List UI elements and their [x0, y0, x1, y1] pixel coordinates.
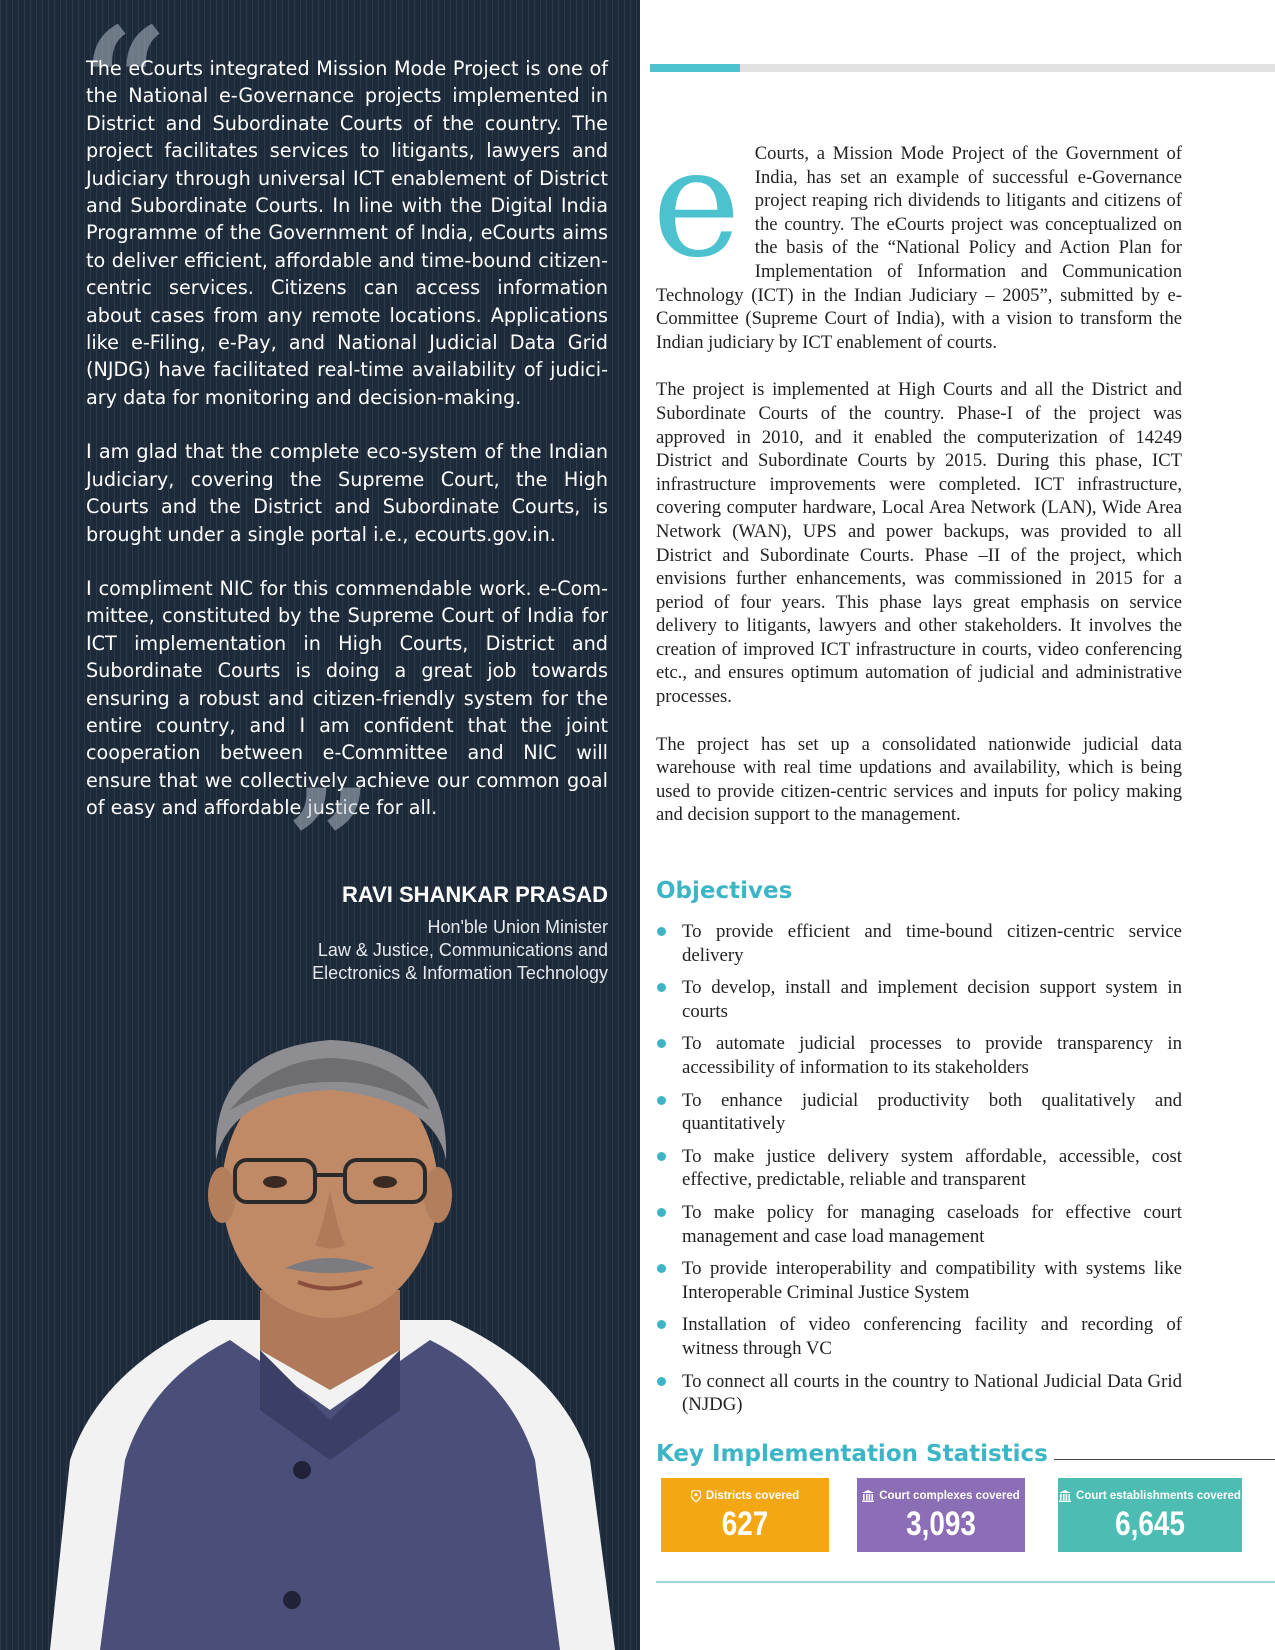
bullet-icon	[657, 1264, 666, 1273]
author-title: Electronics & Information Technology	[312, 963, 608, 983]
bullet-icon	[657, 1152, 666, 1161]
objective-text: Installation of video conferencing facility and recording of witness through VC	[682, 1314, 1182, 1359]
closing-quote-mark: ”	[286, 757, 373, 933]
objectives-list	[656, 920, 1182, 1426]
bottom-divider	[656, 1581, 1275, 1583]
stat-card-court-establishments	[1058, 1478, 1242, 1552]
objective-text: To enhance judicial productivity both qualitatively and quantitatively	[682, 1089, 1182, 1135]
stat-label: Court establishments covered	[1076, 1490, 1241, 1502]
quote-paragraph: I am glad that the complete eco-system of the Indian Judiciary, covering the Supreme Court, the High Courts and the District and Subordinate Courts, is brought under a single portal i.e., ecourts.gov.in.	[86, 440, 608, 546]
stat-label-row	[857, 1490, 1025, 1502]
objective-text: To provide interoperability and compatibility with systems like Interoperable Criminal Justice System	[682, 1258, 1182, 1303]
bullet-icon	[657, 1377, 666, 1386]
list-item	[656, 1257, 1182, 1304]
bullet-icon	[657, 1096, 666, 1105]
list-item	[656, 976, 1182, 1023]
bullet-icon	[657, 927, 666, 936]
stats-heading: Key Implementation Statistics	[656, 1441, 1054, 1467]
list-item	[656, 1089, 1182, 1136]
stat-value: 6,645	[1115, 1505, 1185, 1543]
court-building-icon	[862, 1490, 874, 1502]
author-block	[188, 882, 608, 985]
stat-value: 627	[721, 1505, 769, 1543]
opening-quote-mark: “	[82, 0, 169, 171]
stat-label: Court complexes covered	[879, 1490, 1020, 1502]
stat-label-row	[661, 1490, 829, 1502]
list-item	[656, 1201, 1182, 1248]
objective-text: To develop, install and implement decision support system in courts	[682, 977, 1182, 1022]
article-paragraph: The project is implemented at High Courts and all the District and Subordinate Courts of the country. Phase-I of the project was approved in 2010, and it enabled the computerization of 14249 District and Subordinate Courts by 2015. During this phase, ICT infrastructure improvements were completed. ICT infrastructure, covering computer hardware, Local Area Network (LAN), Wide Area Network (WAN), UPS and power backups, was provided to all District and Subordinate Courts. Phase –II of the project, which envisions further enhancements, was commissioned in 2015 for a period of four years. This phase lays great emphasis on service delivery to litigants, lawyers and other stakeholders. It involves the creation of improved ICT infrastructure in courts, video conferencing etc., and ensures optimum automation of judicial and administrative processes.	[656, 379, 1182, 708]
intro-article	[652, 117, 1182, 851]
objective-text: To provide efficient and time-bound citizen-centric service delivery	[682, 921, 1182, 966]
bullet-icon	[657, 1320, 666, 1329]
objective-text: To make policy for managing caseloads for effective court management and case load management	[682, 1201, 1182, 1247]
article-paragraph: The project has set up a consolidated nationwide judicial data warehouse with real time updations and availability, which is being used to provide citizen-centric services and inputs for policy making and decision support to the management.	[656, 733, 1182, 826]
court-building-icon	[1059, 1490, 1071, 1502]
bullet-icon	[657, 1208, 666, 1217]
bullet-icon	[657, 983, 666, 992]
stat-label: Districts covered	[705, 1490, 800, 1502]
map-pin-icon	[691, 1490, 701, 1502]
minister-quote	[86, 55, 608, 822]
objective-text: To automate judicial processes to provide transparency in accessibility of information to its stakeholders	[682, 1033, 1182, 1078]
minister-portrait	[30, 990, 630, 1650]
drop-cap: e	[652, 117, 741, 291]
stat-card-court-complexes	[857, 1478, 1025, 1552]
stat-value: 3,093	[906, 1505, 976, 1543]
list-item	[656, 920, 1182, 967]
accent-highlight	[650, 64, 740, 72]
objective-text: To connect all courts in the country to National Judicial Data Grid (NJDG)	[682, 1370, 1182, 1416]
quote-paragraph: The eCourts integrated Mission Mode Project is one of the National e-Governance projects implemented in District and Subordinate Courts of the country. The project facilitates services to litigants, lawyers and Judiciary through universal ICT enablement of District and Subordinate Courts. In line with the Digital India Programme of the Government of India, eCourts aims to deliver efficient, affordable and time-bound citizen-centric services. Citizens can access information about cases from any remote locations. Applications like e-Filing, e-Pay, and National Judicial Data Grid (NJDG) have facilitated real-time availability of judiciary data for monitoring and decision-making.	[86, 57, 608, 409]
stat-card-districts	[661, 1478, 829, 1552]
quote-paragraph: I compliment NIC for this commendable work. e-Committee, constituted by the Supreme Court of India for ICT implementation in High Courts, District and Subordinate Courts is doing a great job towards ensuring a robust and citizen-friendly system for the entire country, and I am confident that the joint cooperation between e-Committee and NIC will ensure that we collectively achieve our common goal of easy and affordable justice for all.	[86, 576, 608, 820]
article-paragraph: Courts, a Mission Mode Project of the Government of India, has set an example of successful e-Governance project reaping rich dividends to litigants and citizens of the country. The eCourts project was conceptualized on the basis of the “National Policy and Action Plan for Implementation of Information and Communication Technology (ICT) in the Indian Judiciary – 2005”, submitted by e-Committee (Supreme Court of India), with a vision to transform the Indian judiciary by ICT enablement of courts.	[656, 143, 1182, 353]
list-item	[656, 1313, 1182, 1360]
author-title: Hon'ble Union Minister	[427, 917, 608, 937]
objectives-heading: Objectives	[656, 878, 793, 904]
author-name: RAVI SHANKAR PRASAD	[341, 882, 608, 907]
list-item	[656, 1145, 1182, 1192]
list-item	[656, 1370, 1182, 1417]
bullet-icon	[657, 1039, 666, 1048]
objective-text: To make justice delivery system affordable, accessible, cost effective, predictable, reliable and transparent	[682, 1145, 1182, 1191]
list-item	[656, 1032, 1182, 1079]
author-title: Law & Justice, Communications and	[317, 940, 608, 960]
header-accent-bar	[650, 64, 1275, 72]
stat-label-row	[1058, 1490, 1242, 1502]
